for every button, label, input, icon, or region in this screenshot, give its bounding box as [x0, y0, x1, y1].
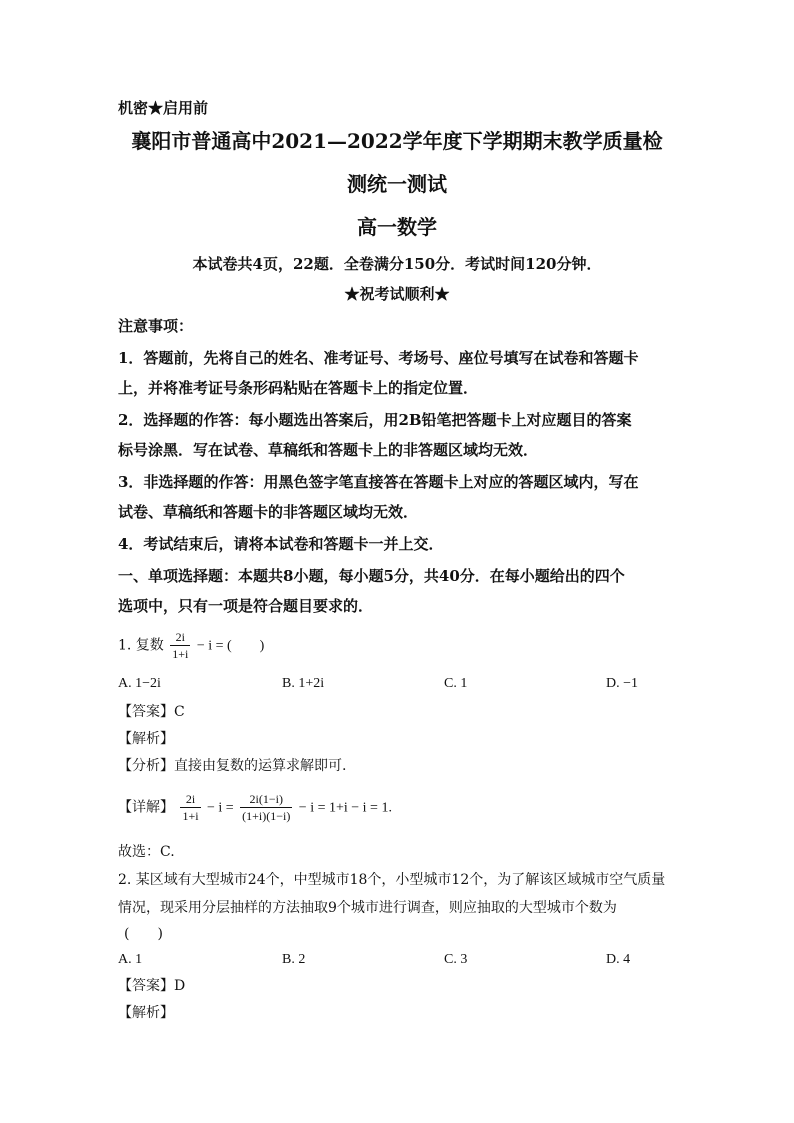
subject-title: 高一数学 — [357, 215, 437, 239]
confidential-label: 机密★启用前 — [118, 99, 209, 117]
notes-heading: 注意事项： — [118, 317, 194, 335]
good-luck: ★祝考试顺利★ — [344, 285, 450, 303]
q1-detail-tail: − i = 1+i − i = 1. — [298, 800, 392, 816]
question-2-blank: ( ) — [124, 926, 163, 942]
q1-fraction-denominator: 1+i — [172, 647, 189, 661]
note-line: 3．非选择题的作答：用黑色签字笔直接答在答题卡上对应的答题区域内，写在 — [118, 473, 639, 491]
q1-option-c: C. 1 — [444, 676, 468, 691]
note-line: 标号涂黑．写在试卷、草稿纸和答题卡上的非答题区域均无效． — [118, 441, 539, 459]
q1-detail-fraction-2-denominator: (1+i)(1−i) — [242, 809, 291, 823]
exam-title-line2: 测统一测试 — [347, 172, 447, 196]
note-line: 2．选择题的作答：每小题选出答案后，用2B铅笔把答题卡上对应题目的答案 — [118, 411, 632, 429]
note-line: 试卷、草稿纸和答题卡的非答题区域均无效． — [118, 503, 419, 521]
q1-analysis-label: 【解析】 — [118, 731, 174, 747]
q1-option-b: B. 1+2i — [282, 676, 325, 691]
q1-option-d: D. −1 — [606, 676, 639, 691]
q2-option-b: B. 2 — [282, 952, 306, 967]
question-1-stem — [118, 630, 264, 661]
section-heading: 一、单项选择题：本题共8小题，每小题5分，共40分．在每小题给出的四个 — [118, 567, 625, 585]
note-line: 4．考试结束后，请将本试卷和答题卡一并上交． — [118, 535, 444, 553]
q2-option-d: D. 4 — [606, 952, 631, 967]
q1-answer: 【答案】C — [118, 704, 185, 720]
section-heading-cont: 选项中，只有一项是符合题目要求的． — [118, 597, 374, 615]
q1-detail-mid: − i = — [207, 800, 234, 816]
q1-fenxi: 【分析】直接由复数的运算求解即可. — [118, 758, 347, 774]
q2-answer: 【答案】D — [118, 978, 186, 994]
q1-detail-fraction-2-numerator: 2i(1−i) — [240, 792, 292, 808]
question-2-stem: 2. 某区域有大型城市24个，中型城市18个，小型城市12个，为了解该区域城市空气质量 — [118, 872, 666, 888]
question-2-stem-cont: 情况，现采用分层抽样的方法抽取9个城市进行调查，则应抽取的大型城市个数为 — [118, 900, 617, 916]
q1-detail-fraction-1-numerator: 2i — [180, 792, 200, 808]
q1-detail-fraction-1 — [180, 792, 200, 823]
q1-detailed-solution — [118, 792, 392, 823]
exam-title-line1: 襄阳市普通高中2021—2022学年度下学期期末教学质量检 — [131, 129, 663, 153]
q1-prefix: 1. 复数 — [118, 637, 164, 654]
q1-detail-fraction-2 — [240, 792, 292, 823]
q2-analysis-label: 【解析】 — [118, 1005, 174, 1021]
note-line: 上，并将准考证号条形码粘贴在答题卡上的指定位置． — [118, 379, 479, 397]
note-line: 1．答题前，先将自己的姓名、准考证号、考场号、座位号填写在试卷和答题卡 — [118, 349, 639, 367]
q1-fraction-numerator: 2i — [170, 630, 190, 646]
q2-option-a: A. 1 — [118, 952, 143, 967]
q1-fraction — [170, 630, 190, 661]
q1-suffix: − i = ( ) — [196, 638, 265, 654]
q1-detail-label: 【详解】 — [118, 799, 174, 816]
exam-info: 本试卷共4页，22题．全卷满分150分．考试时间120分钟． — [192, 255, 602, 273]
q2-option-c: C. 3 — [444, 952, 468, 967]
q1-conclusion: 故选：C. — [118, 844, 175, 860]
q1-option-a: A. 1−2i — [118, 676, 161, 691]
q1-detail-fraction-1-denominator: 1+i — [182, 809, 199, 823]
